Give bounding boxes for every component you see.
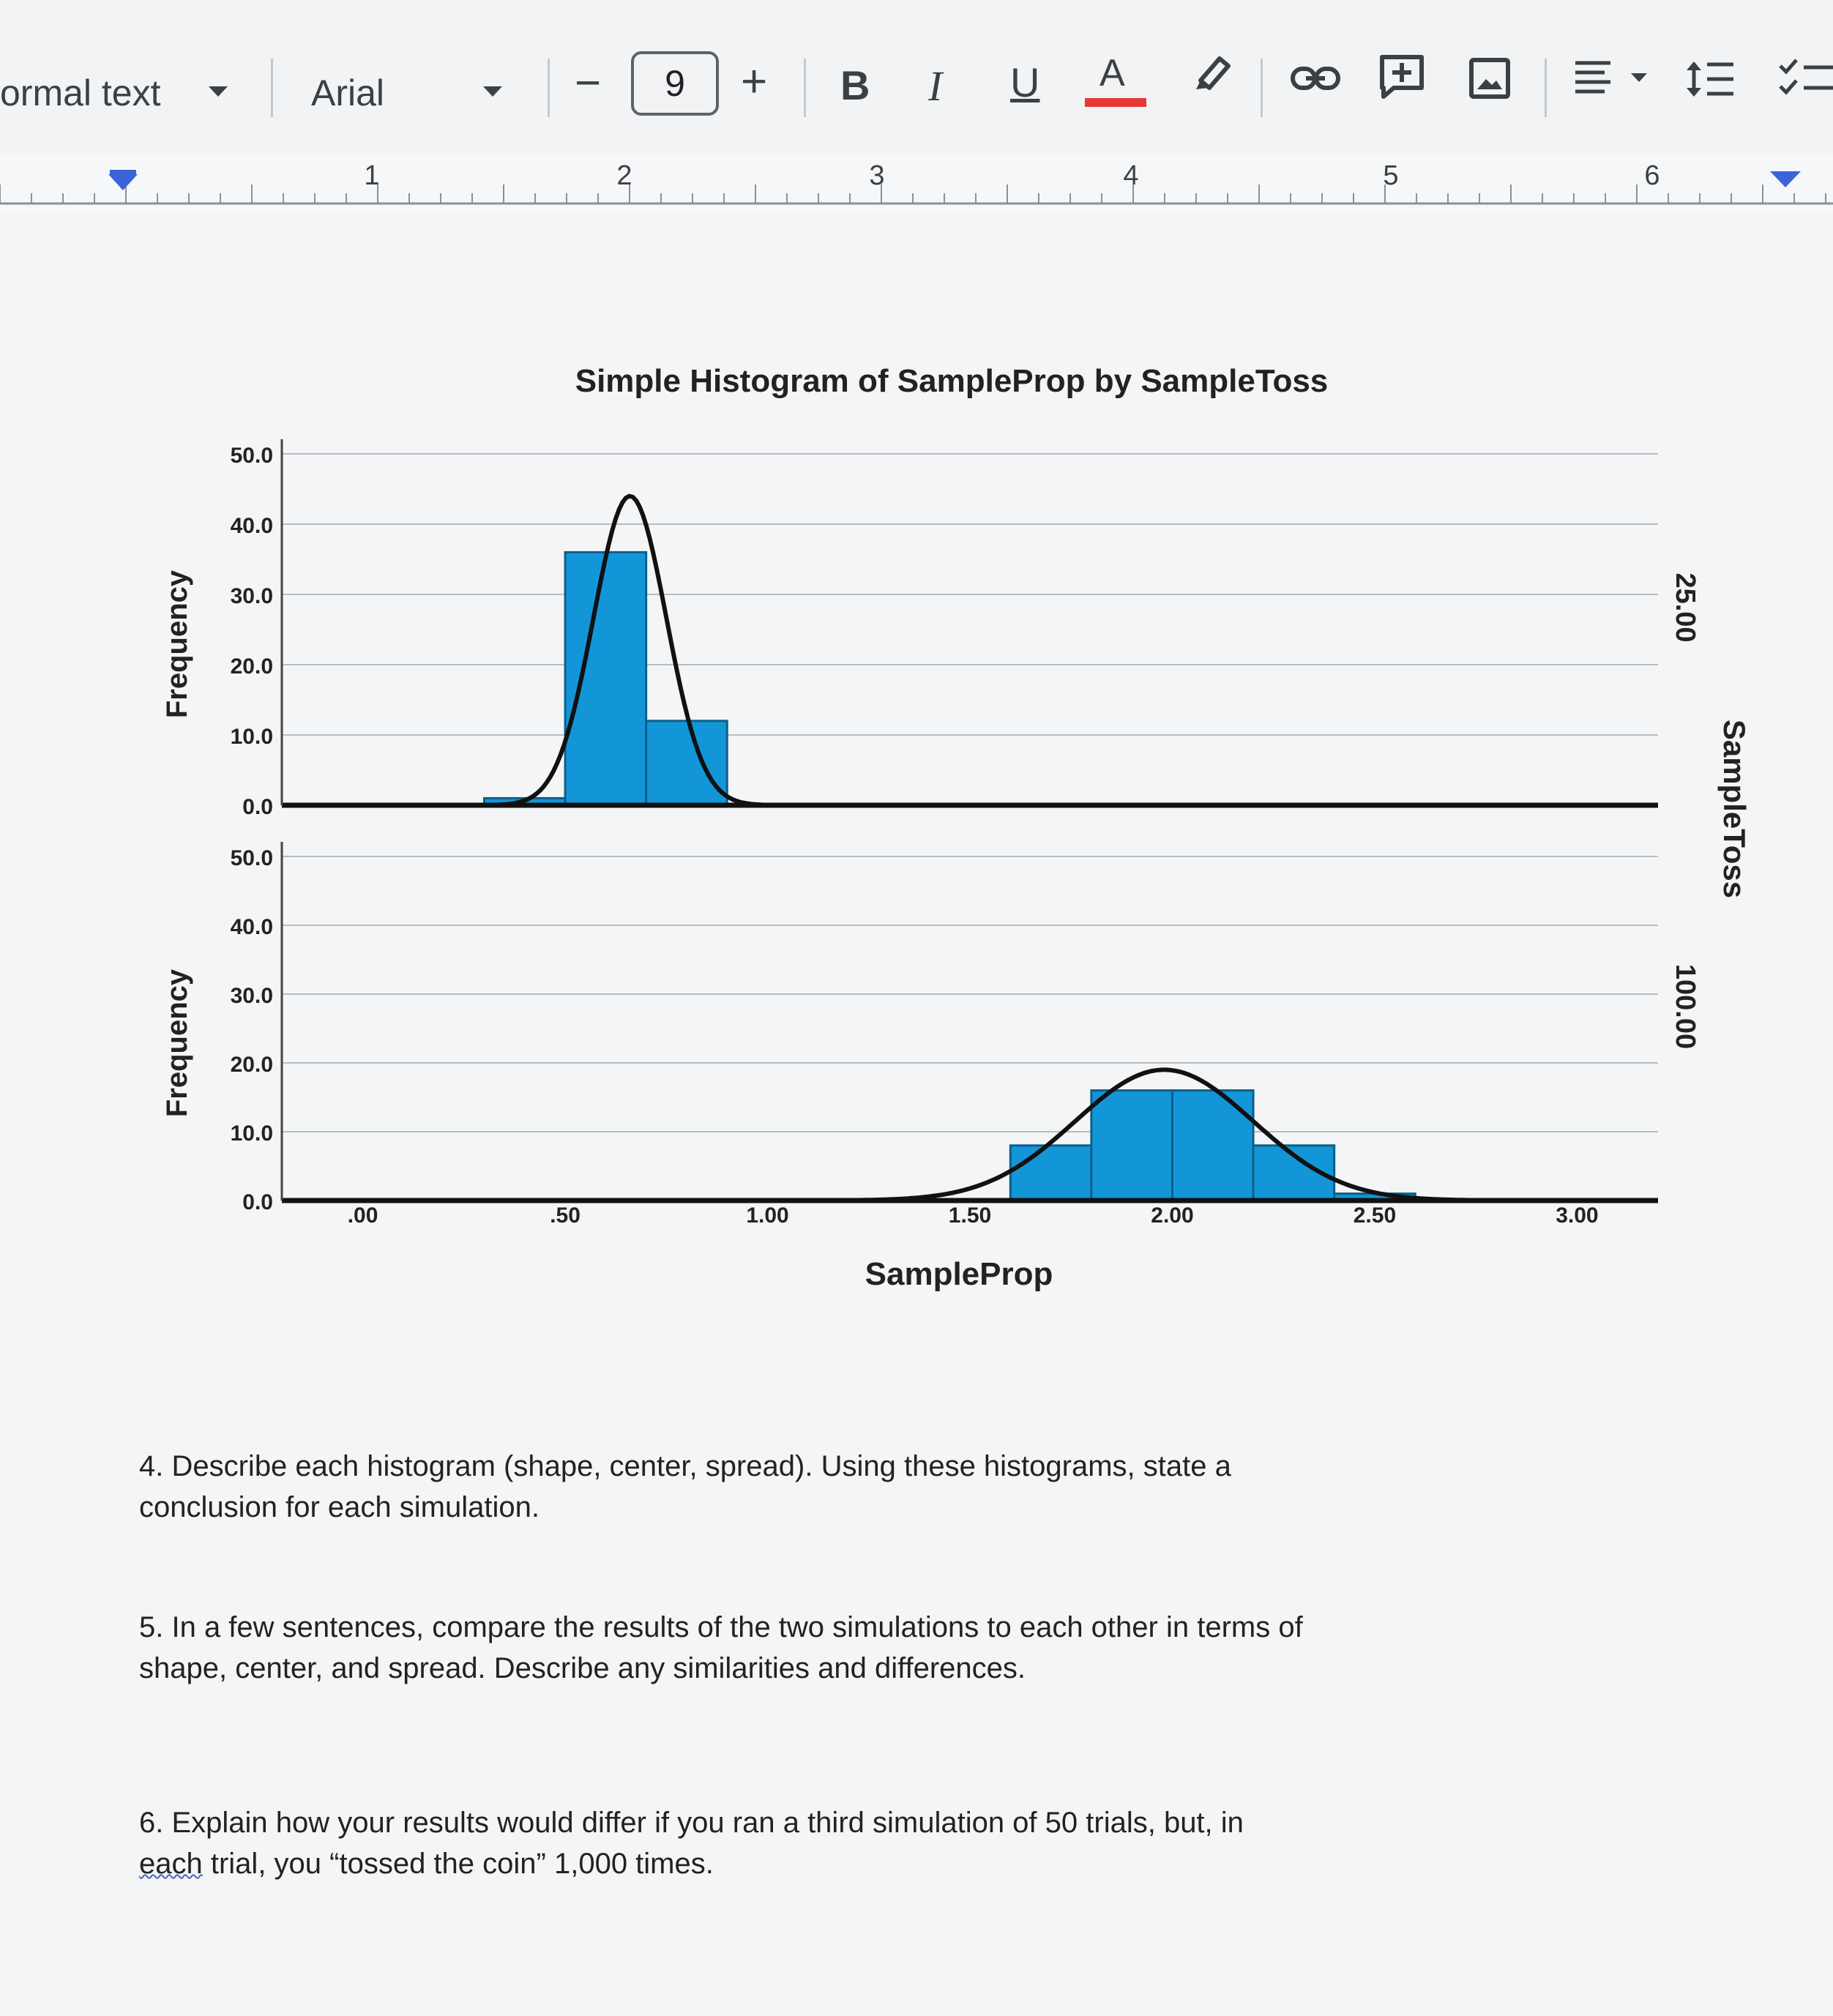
line-spacing-icon[interactable] (1685, 59, 1736, 100)
panel-100 (161, 842, 1701, 1214)
normal-curve (282, 496, 1658, 805)
highlighter-icon[interactable] (1186, 51, 1237, 95)
x-axis-label: SampleProp (865, 1256, 1053, 1292)
italic-button[interactable]: I (928, 62, 943, 110)
question-4-line-2: conclusion for each simulation. (139, 1491, 540, 1523)
y-tick-label: 0.0 (242, 795, 273, 819)
ruler-number: 4 (1123, 160, 1139, 191)
toolbar-divider (804, 59, 806, 117)
ruler-number: 1 (364, 160, 380, 191)
question-5-line-2: shape, center, and spread. Describe any similarities and differences. (139, 1652, 1026, 1684)
y-tick-label: 50.0 (230, 846, 273, 870)
ruler-number: 3 (869, 160, 885, 191)
histogram-bar (646, 721, 728, 805)
font-size-input[interactable]: 9 (631, 51, 719, 116)
question-6-line-2-text: trial, you “tossed the coin” 1,000 times. (202, 1848, 714, 1880)
document-page (0, 212, 1833, 2016)
question-6 (139, 1802, 1384, 1884)
text-color-button[interactable] (1085, 51, 1146, 110)
paragraph-style-select[interactable]: ormal text (0, 72, 161, 113)
panel-label: 100.00 (1670, 963, 1701, 1050)
y-tick-label: 0.0 (242, 1190, 273, 1214)
insert-image-icon[interactable] (1468, 57, 1511, 100)
x-tick-label: 1.50 (948, 1203, 992, 1228)
panel-label: 25.00 (1670, 572, 1701, 643)
link-icon[interactable] (1290, 60, 1341, 97)
y-tick-label: 40.0 (230, 514, 273, 538)
font-family-select[interactable]: Arial (311, 72, 385, 113)
question-6-line-2 (139, 1843, 1384, 1884)
ruler-number: 5 (1383, 160, 1399, 191)
chart-title: Simple Histogram of SampleProp by SampleToss (575, 363, 1329, 399)
toolbar-divider (548, 59, 550, 117)
toolbar-divider (1545, 59, 1547, 117)
panel-25 (161, 439, 1701, 819)
x-tick-label: 1.00 (746, 1203, 789, 1228)
bars (1010, 1091, 1415, 1201)
horizontal-ruler[interactable] (0, 154, 1833, 212)
y-tick-label: 20.0 (230, 1053, 273, 1077)
bars (484, 552, 727, 805)
bold-button[interactable]: B (840, 62, 870, 108)
decrease-font-size-button[interactable]: − (575, 58, 602, 108)
x-tick-label: 2.00 (1151, 1203, 1194, 1228)
gridlines (282, 454, 1658, 735)
toolbar-divider (1261, 59, 1263, 117)
question-5 (139, 1607, 1384, 1689)
x-tick-label: .00 (347, 1203, 378, 1228)
question-4 (139, 1446, 1384, 1528)
ruler-number: 6 (1644, 160, 1660, 191)
y-tick-labels (231, 846, 273, 1214)
y-tick-label: 50.0 (230, 444, 273, 468)
y-axis-label: Frequency (161, 968, 193, 1118)
histogram-bar (565, 552, 646, 805)
y-axis-label: Frequency (161, 570, 193, 719)
histogram-bar (1172, 1091, 1253, 1201)
y-tick-label: 40.0 (230, 915, 273, 939)
y-tick-label: 30.0 (230, 984, 273, 1008)
histogram-bar (1091, 1091, 1173, 1201)
x-tick-label: .50 (550, 1203, 580, 1228)
ruler-number: 2 (616, 160, 632, 191)
histogram-chart (0, 212, 1833, 1310)
toolbar-divider (271, 59, 273, 117)
align-icon[interactable] (1572, 59, 1649, 100)
chevron-down-icon[interactable] (209, 86, 228, 97)
normal-curve (282, 1069, 1658, 1201)
text-color-icon: A (1100, 52, 1125, 94)
chevron-down-icon[interactable] (483, 86, 502, 97)
first-line-indent-marker[interactable] (110, 170, 136, 174)
y-tick-label: 10.0 (230, 725, 273, 749)
spellcheck-word[interactable]: each (139, 1848, 203, 1880)
x-tick-labels (348, 1203, 1599, 1228)
question-4-line-1: 4. Describe each histogram (shape, center, spread). Using these histograms, state a (139, 1450, 1231, 1482)
x-tick-label: 3.00 (1556, 1203, 1599, 1228)
increase-font-size-button[interactable]: + (741, 56, 768, 107)
y-tick-label: 20.0 (230, 654, 273, 679)
gridlines (282, 856, 1658, 1132)
checklist-icon[interactable] (1777, 57, 1833, 100)
y-tick-labels (231, 444, 273, 819)
text-color-swatch (1085, 98, 1146, 107)
histogram-bar (1010, 1146, 1091, 1201)
question-5-line-1: 5. In a few sentences, compare the results of the two simulations to each other in terms of (139, 1611, 1303, 1643)
y-tick-label: 30.0 (230, 584, 273, 608)
y-tick-label: 10.0 (230, 1121, 273, 1146)
question-6-line-1: 6. Explain how your results would differ if you ran a third simulation of 50 trials, but, in (139, 1807, 1244, 1839)
add-comment-icon[interactable] (1378, 53, 1426, 101)
x-tick-label: 2.50 (1353, 1203, 1397, 1228)
facet-label: SampleToss (1717, 719, 1752, 899)
underline-button[interactable]: U (1010, 59, 1040, 105)
